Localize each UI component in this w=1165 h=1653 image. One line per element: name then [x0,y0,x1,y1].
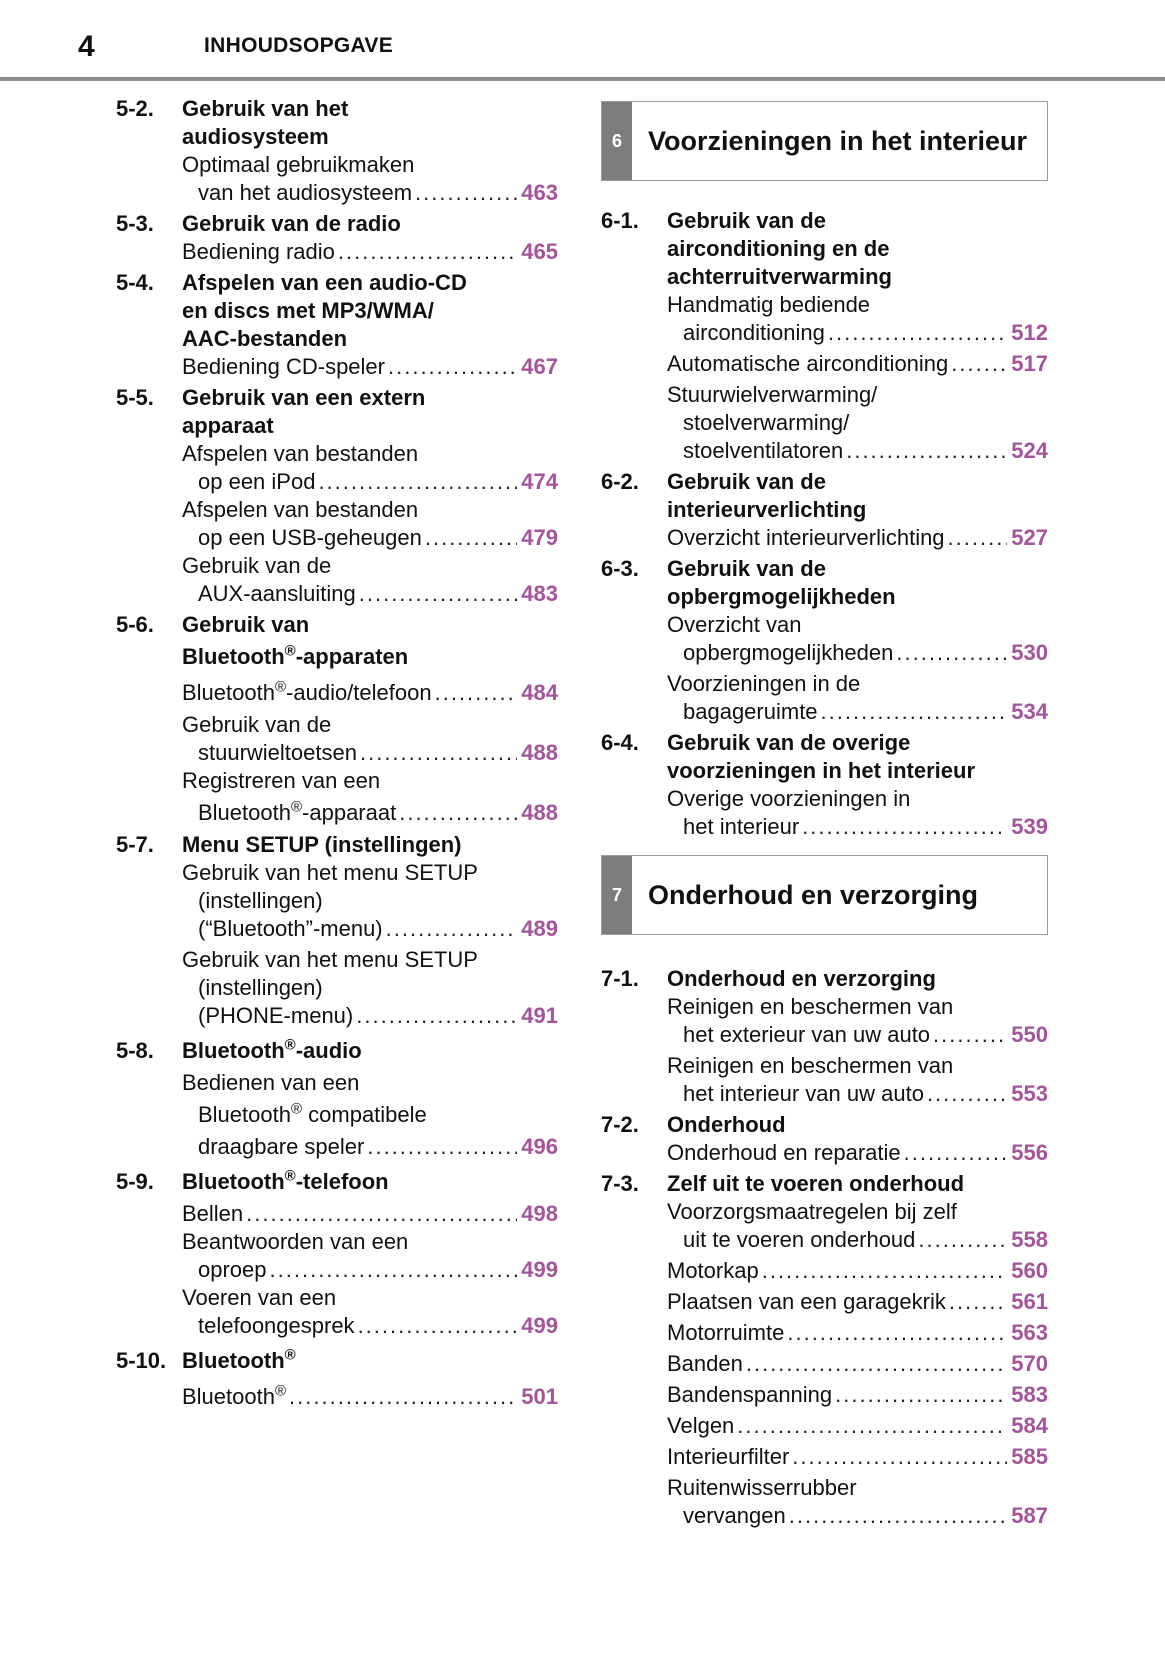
page-ref: 474 [521,469,558,494]
page-ref: 524 [1011,438,1048,463]
page-ref: 489 [521,916,558,941]
section-title[interactable]: Gebruik van een extern apparaat [182,385,426,438]
chapter-tab: 7 [602,856,632,934]
toc-entry[interactable]: Overzicht interieurverlichting ..... 527 [667,524,1048,552]
toc-entry[interactable]: Gebruik van de stuurwieltoetsen ..... 488 [182,711,558,767]
toc-entry[interactable]: Velgen ..... 584 [667,1412,1048,1440]
toc-entry[interactable]: Interieurfilter ..... 585 [667,1443,1048,1471]
page-ref: 534 [1011,699,1048,724]
toc-entry[interactable]: Beantwoorden van een oproep ..... 499 [182,1228,558,1284]
section-number: 5-7. [116,832,154,857]
section-number: 7-3. [601,1171,639,1196]
section-title[interactable]: Gebruik van de overige voorzieningen in het interieur [667,730,976,783]
page-ref: 488 [521,800,558,825]
toc-entry[interactable]: Reinigen en beschermen van het interieur van uw auto ..... 553 [667,1052,1048,1108]
section-title[interactable]: Bluetooth®-audio [182,1036,362,1063]
page-number: 4 [78,30,95,63]
page-ref: 512 [1011,320,1048,345]
page-ref: 527 [1011,525,1048,550]
toc-entry[interactable]: Bedienen van een Bluetooth® compatibele draagbare speler ..... 496 [182,1069,558,1161]
toc-entry[interactable]: Gebruik van het menu SETUP (instellingen) (PHONE-menu) ..... 491 [182,946,558,1030]
toc-entry[interactable]: Bediening CD-speler ..... 467 [182,353,558,381]
toc-entry[interactable]: Gebruik van het menu SETUP (instellingen) (“Bluetooth”-menu) ..... 489 [182,859,558,943]
page-ref: 570 [1011,1351,1048,1376]
toc-entry[interactable]: Bellen ..... 498 [182,1200,558,1228]
page-ref: 467 [521,354,558,379]
toc-entry[interactable]: Optimaal gebruikmaken van het audiosysteem ..... 463 [182,151,558,207]
section-number: 5-8. [116,1038,154,1063]
toc-entry[interactable]: Motorkap ..... 560 [667,1257,1048,1285]
toc-entry[interactable]: Bandenspanning ..... 583 [667,1381,1048,1409]
toc-entry[interactable]: Voorzorgsmaatregelen bij zelf uit te voeren onderhoud ..... 558 [667,1198,1048,1254]
page-header [0,0,1165,82]
toc-section-5-2 [116,95,558,207]
toc-entry[interactable]: Plaatsen van een garagekrik ..... 561 [667,1288,1048,1316]
toc-entry[interactable]: Motorruimte ..... 563 [667,1319,1048,1347]
page-ref: 491 [521,1003,558,1028]
section-number: 5-9. [116,1169,154,1194]
toc-entry[interactable]: Bediening radio ..... 465 [182,238,558,266]
toc-section-7-3 [601,1170,1048,1530]
section-title[interactable]: Gebruik van het audiosysteem [182,96,349,149]
page-ref: 488 [521,740,558,765]
page-ref: 539 [1011,814,1048,839]
page-ref: 553 [1011,1081,1048,1106]
toc-entry[interactable]: Overige voorzieningen in het interieur ..... 539 [667,785,1048,841]
page-ref: 584 [1011,1413,1048,1438]
section-title[interactable]: Gebruik van Bluetooth®-apparaten [182,612,409,669]
section-number: 5-4. [116,270,154,295]
section-number: 5-2. [116,96,154,121]
toc-section-6-3 [601,555,1048,726]
page-ref: 558 [1011,1227,1048,1252]
toc-entry[interactable]: Onderhoud en reparatie ..... 556 [667,1139,1048,1167]
toc-section-5-10 [116,1343,558,1415]
section-title[interactable]: Gebruik van de airconditioning en de achterruitverwarming [667,208,892,289]
page-ref: 556 [1011,1140,1048,1165]
page-ref: 463 [521,180,558,205]
section-title[interactable]: Gebruik van de interieurverlichting [667,469,867,522]
toc-section-5-7 [116,831,558,1030]
section-number: 7-2. [601,1112,639,1137]
section-number: 6-4. [601,730,639,755]
toc-section-5-3 [116,210,558,266]
toc-entry[interactable]: Reinigen en beschermen van het exterieur van uw auto ..... 550 [667,993,1048,1049]
page-ref: 530 [1011,640,1048,665]
toc-entry[interactable]: Bluetooth®-audio/telefoon ..... 484 [182,675,558,711]
toc-entry[interactable]: Overzicht van opbergmogelijkheden ..... 530 [667,611,1048,667]
page-ref: 465 [521,239,558,264]
toc-section-5-4 [116,269,558,381]
section-number: 6-2. [601,469,639,494]
page-ref: 560 [1011,1258,1048,1283]
page-ref: 517 [1011,351,1048,376]
section-title[interactable]: Bluetooth®-telefoon [182,1167,389,1194]
toc-entry[interactable]: Bluetooth® ..... 501 [182,1379,558,1415]
section-number: 6-1. [601,208,639,233]
chapter-title: Voorzieningen in het interieur [648,125,1028,156]
toc-entry[interactable]: Voeren van een telefoongesprek ..... 499 [182,1284,558,1340]
toc-section-7-2 [601,1111,1048,1167]
page-ref: 479 [521,525,558,550]
toc-section-5-6 [116,611,558,831]
page-ref: 550 [1011,1022,1048,1047]
page-ref: 499 [521,1257,558,1282]
toc-entry[interactable]: Registreren van een Bluetooth®-apparaat ..... 488 [182,767,558,831]
page-ref: 483 [521,581,558,606]
toc-entry[interactable]: Afspelen van bestanden op een iPod ..... 474 [182,440,558,496]
section-title[interactable]: Afspelen van een audio-CD en discs met MP3/WMA/ AAC-bestanden [182,270,467,351]
toc-section-5-9 [116,1164,558,1340]
section-number: 5-6. [116,612,154,637]
toc-entry[interactable]: Automatische airconditioning ..... 517 [667,350,1048,378]
section-number: 6-3. [601,556,639,581]
toc-section-7-1 [601,965,1048,1108]
page-ref: 484 [521,680,558,705]
toc-section-5-5 [116,384,558,608]
page-ref: 561 [1011,1289,1048,1314]
header-rule [0,77,1165,81]
section-title[interactable]: Gebruik van de opbergmogelijkheden [667,556,896,609]
toc-section-6-1 [601,207,1048,465]
toc-entry[interactable]: Handmatig bediende airconditioning ..... 512 [667,291,1048,347]
page-ref: 498 [521,1201,558,1226]
toc-section-6-2 [601,468,1048,552]
chapter-header-7[interactable] [601,855,1048,935]
page-title: INHOUDSOPGAVE [204,34,394,57]
toc-entry[interactable]: Ruitenwisserrubber vervangen ..... 587 [667,1474,1048,1530]
section-title[interactable]: Bluetooth® [182,1346,296,1373]
section-number: 5-10. [116,1348,167,1373]
toc-left-column [116,95,558,1415]
section-title[interactable]: Zelf uit te voeren onderhoud [667,1171,965,1196]
section-title[interactable]: Onderhoud [667,1112,786,1137]
chapter-header-6[interactable] [601,101,1048,181]
section-number: 5-5. [116,385,154,410]
page-ref: 496 [521,1134,558,1159]
page-ref: 587 [1011,1503,1048,1528]
toc-entry[interactable]: Stuurwielverwarming/ stoelverwarming/ stoelventilatoren ..... 524 [667,381,1048,465]
page-ref: 499 [521,1313,558,1338]
toc-entry[interactable]: Banden ..... 570 [667,1350,1048,1378]
toc-entry[interactable]: Voorzieningen in de bagageruimte ..... 534 [667,670,1048,726]
section-number: 7-1. [601,966,639,991]
chapter-title: Onderhoud en verzorging [648,879,979,910]
page-ref: 563 [1011,1320,1048,1345]
chapter-tab: 6 [602,102,632,180]
toc-section-6-4 [601,729,1048,841]
section-title[interactable]: Onderhoud en verzorging [667,966,936,991]
toc-section-5-8 [116,1033,558,1161]
toc-right-column [601,101,1048,1530]
page-ref: 501 [521,1384,558,1409]
section-title[interactable]: Gebruik van de radio [182,211,401,236]
page-ref: 585 [1011,1444,1048,1469]
toc-entry[interactable]: Afspelen van bestanden op een USB-geheugen ..... 479 [182,496,558,552]
section-number: 5-3. [116,211,154,236]
toc-entry[interactable]: Gebruik van de AUX-aansluiting ..... 483 [182,552,558,608]
page-ref: 583 [1011,1382,1048,1407]
section-title[interactable]: Menu SETUP (instellingen) [182,832,462,857]
